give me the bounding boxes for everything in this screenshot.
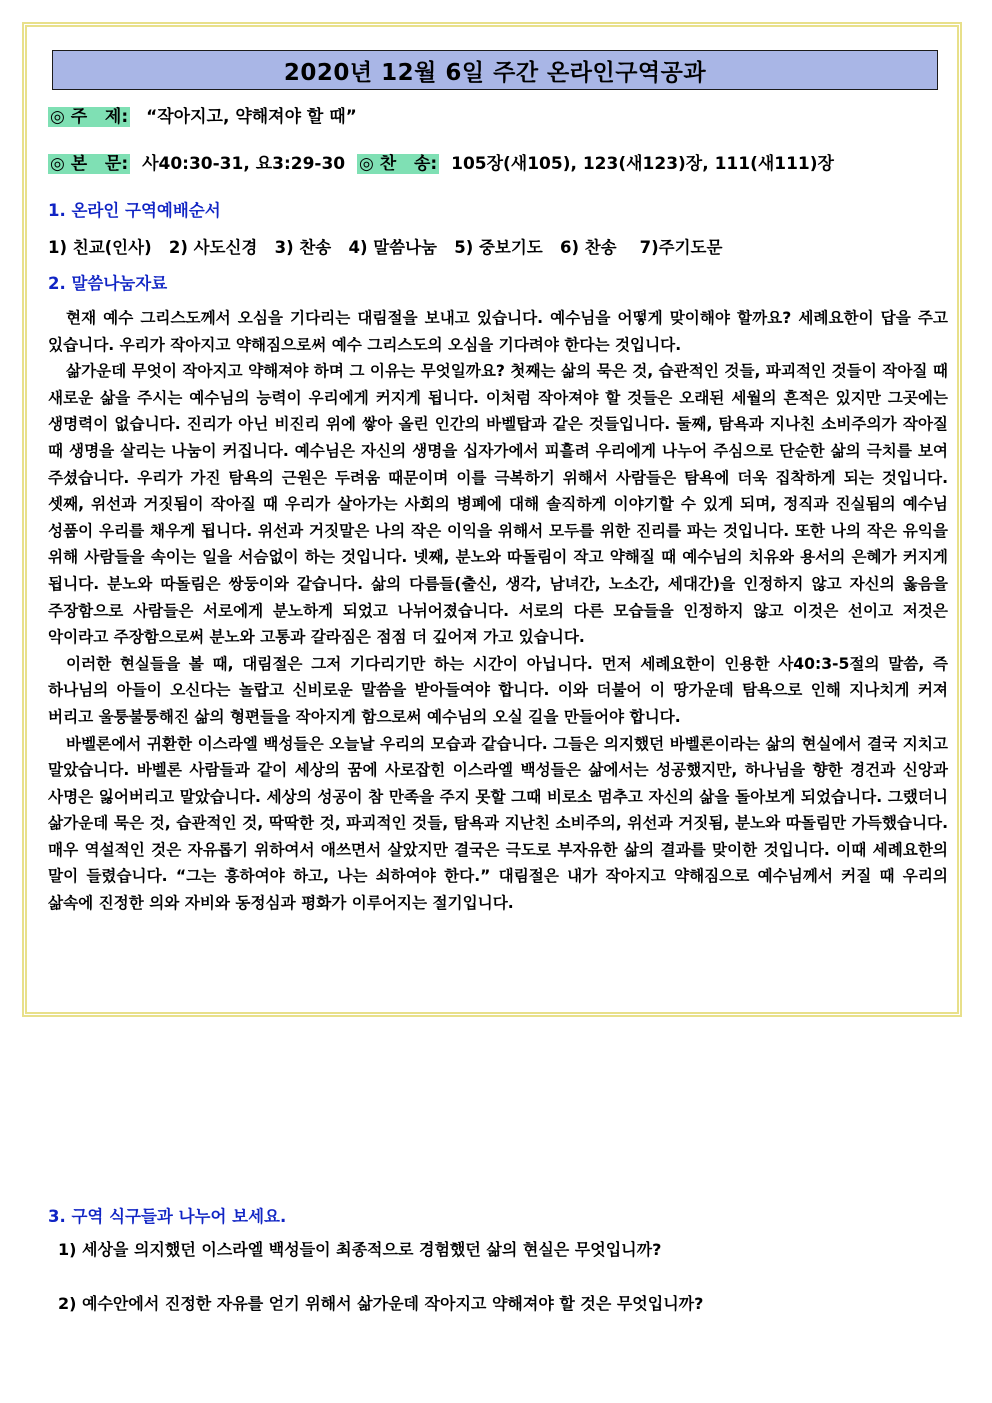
theme-label: ◎ 주 제: — [50, 107, 129, 127]
sermon-paragraph-3: 이러한 현실들을 볼 때, 대림절은 그저 기다리기만 하는 시간이 아닙니다. 먼저 세례요한이 인용한 사40:3-5절의 말씀, 즉 하나님의 아들이 오신다는 놀랍고 신비로운 말씀을 받아들여야 합니다. 이와 더불어 이 땅가운데 탐욕으로 인해 지나치게 커져 버리고 울퉁불퉁해진 삶의 형편들을 작아지게 함으로써 예수님의 오실 길을 만들어야 합니다. — [48, 654, 948, 726]
discussion-question-1: 1) 세상을 의지했던 이스라엘 백성들이 최종적으로 경험했던 삶의 현실은 무엇입니까? — [58, 1240, 662, 1259]
page-title-text: 2020년 12월 6일 주간 온라인구역공과 — [283, 59, 707, 86]
sermon-paragraph-4: 바벨론에서 귀환한 이스라엘 백성들은 오늘날 우리의 모습과 같습니다. 그들은 의지했던 바벨론이라는 삶의 현실에서 결국 지치고 말았습니다. 바벨론 사람들과 같이 세상의 꿈에 사로잡힌 이스라엘 백성들은 삶에서는 성공했지만, 하나님을 향한 경건과 신앙과 사명은 잃어버리고 말았습니다. 세상의 성공이 참 만족을 주지 못할 그때 비로소 멈추고 자신의 삶을 돌아보게 되었습니다. 그랬더니 삶가운데 묵은 것, 습관적인 것, 딱딱한 것, 파괴적인 것들, 탐욕과 지난친 소비주의, 위선과 거짓됨, 분노와 따돌림만 가득했습니다. 매우 역설적인 것은 자유롭기 위하여서 애쓰면서 살았지만 결국은 극도로 부자유한 삶의 결과를 맞이한 것입니다. 이때 세례요한의 말이 들렸습니다. “그는 흥하여야 하고, 나는 쇠하여야 한다.” 대림절은 내가 작아지고 약해짐으로 예수님께서 커질 때 우리의 삶속에 진정한 의와 자비와 동정심과 평화가 이루어지는 절기입니다. — [48, 734, 948, 913]
hymn-label: ◎ 찬 송: — [359, 154, 438, 174]
sermon-paragraph-2: 삶가운데 무엇이 작아지고 약해져야 하며 그 이유는 무엇일까요? 첫째는 삶의 묵은 것, 습관적인 것들, 파괴적인 것들이 작아질 때 새로운 삶을 주시는 예수님의 능력이 우리에게 커지게 됩니다. 이처럼 작아져야 할 것들은 오래된 세월의 흔적은 있지만 그곳에는 생명력이 없습니다. 진리가 아닌 비진리 위에 쌓아 올린 인간의 바벨탑과 같은 것들입니다. 둘째, 탐욕과 지나친 소비주의가 작아질 때 생명을 살리는 나눔이 커집니다. 예수님은 자신의 생명을 십자가에서 피흘려 우리에게 나누어 주심으로 단순한 삶의 극치를 보여 주셨습니다. 우리가 가진 탐욕의 근원은 두려움 때문이며 이를 극복하기 위해서 사람들은 탐욕에 더욱 집착하게 되는 것입니다. 셋째, 위선과 거짓됨이 작아질 때 우리가 살아가는 사회의 병폐에 대해 솔직하게 이야기할 수 있게 되며, 정직과 진실됨의 예수님 성품이 우리를 채우게 됩니다. 위선과 거짓말은 나의 작은 이익을 위해서 모두를 위한 진리를 파는 것입니다. 또한 나의 작은 유익을 위해 사람들을 속이는 일을 서슴없이 하는 것입니다. 넷째, 분노와 따돌림이 작고 약해질 때 예수님의 치유와 용서의 은혜가 커지게 됩니다. 분노와 따돌림은 쌍둥이와 같습니다. 삶의 다름들(출신, 생각, 남녀간, 노소간, 세대간)을 인정하지 않고 자신의 옳음을 주장함으로 사람들은 서로에게 분노하게 되었고 나뉘어졌습니다. 서로의 다른 모습들을 인정하지 않고 이것은 선이고 저것은 악이라고 주장함으로써 분노와 고통과 갈라짐은 점점 더 깊어져 가고 있습니다. — [48, 362, 948, 647]
scripture-label: ◎ 본 문: — [50, 154, 129, 174]
scripture-value: 사40:30-31, 요3:29-30 — [142, 154, 346, 174]
theme-line — [48, 105, 357, 129]
theme-value: “작아지고, 약해져야 할 때” — [146, 107, 357, 127]
worship-order: 1) 친교(인사) 2) 사도신경 3) 찬송 4) 말씀나눔 5) 중보기도 6) 찬송 7)주기도문 — [48, 238, 723, 257]
discussion-question-2: 2) 예수안에서 진정한 자유를 얻기 위해서 삶가운데 작아지고 약해져야 할 것은 무엇입니까? — [58, 1294, 704, 1313]
sermon-text — [48, 305, 948, 917]
sermon-paragraph-1: 현재 예수 그리스도께서 오심을 기다리는 대림절을 보내고 있습니다. 예수님을 어떻게 맞이해야 할까요? 세례요한이 답을 주고 있습니다. 우리가 작아지고 약해짐으로써 예수 그리스도의 오심을 기다려야 한다는 것입니다. — [48, 309, 948, 354]
scripture-line — [48, 152, 834, 176]
hymn-value: 105장(새105), 123(새123)장, 111(새111)장 — [451, 154, 834, 174]
section3-heading: 3. 구역 식구들과 나누어 보세요. — [48, 1207, 287, 1226]
section2-heading: 2. 말씀나눔자료 — [48, 274, 168, 293]
page-title — [52, 50, 938, 90]
section1-heading: 1. 온라인 구역예배순서 — [48, 201, 221, 220]
